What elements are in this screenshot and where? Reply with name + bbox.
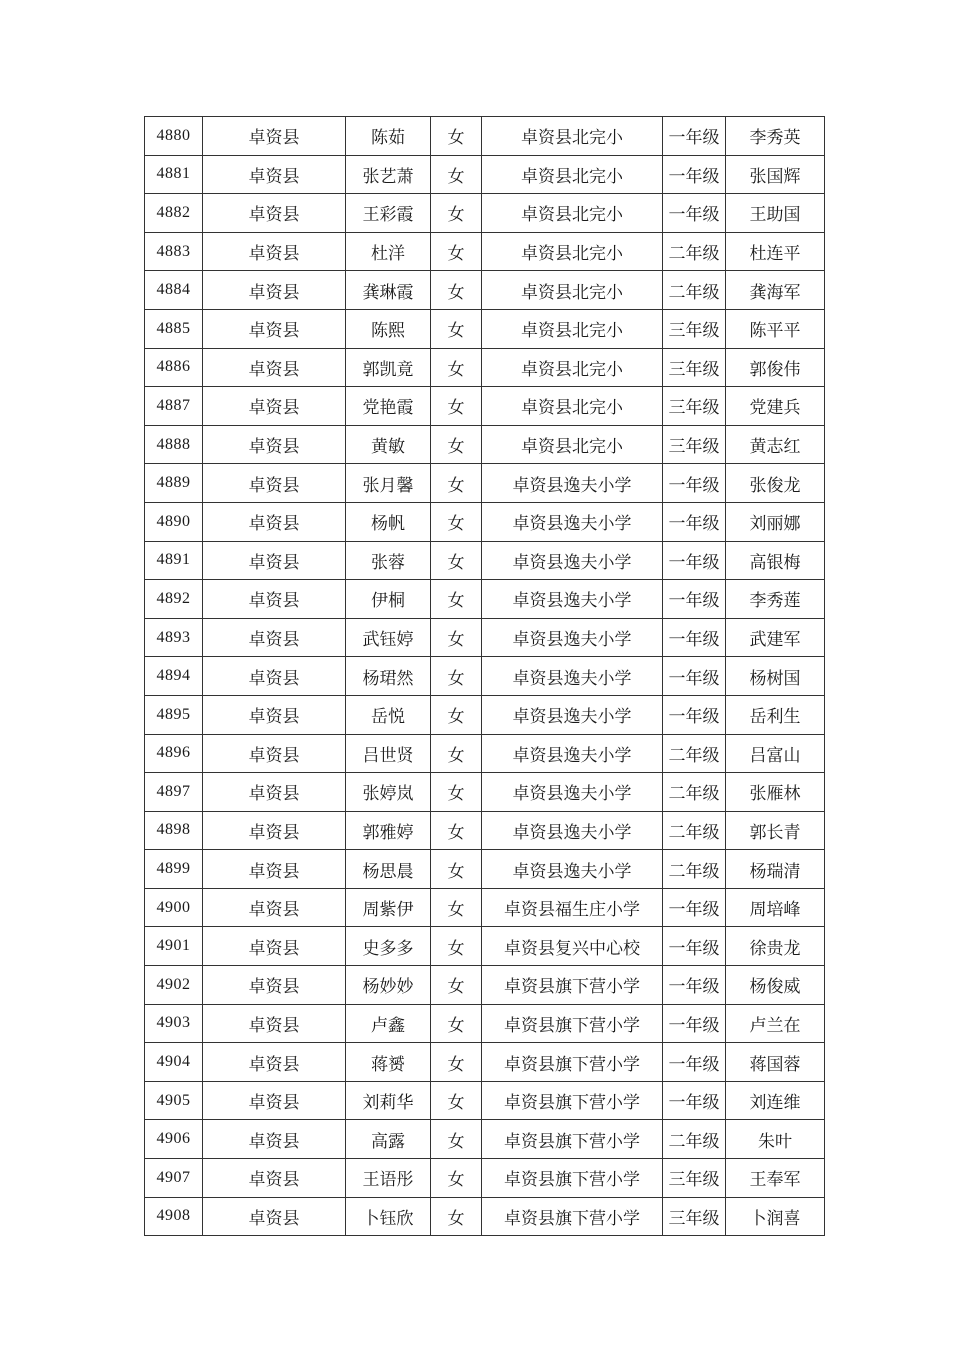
table-row [145,1004,825,1043]
table-row [145,811,825,850]
table-row [145,348,825,387]
guardian-cell: 刘丽娜 [726,502,825,541]
table-row [145,194,825,233]
guardian-cell: 杨俊威 [726,966,825,1005]
county-cell: 卓资县 [203,387,346,426]
county-cell: 卓资县 [203,1159,346,1198]
county-cell: 卓资县 [203,850,346,889]
row-number-cell: 4901 [145,927,203,966]
student-roster-table [144,116,825,1236]
row-number-cell: 4884 [145,271,203,310]
school-cell: 卓资县逸夫小学 [482,695,663,734]
table-row [145,464,825,503]
student-name-cell: 武钰婷 [346,618,431,657]
grade-cell: 一年级 [663,1004,726,1043]
row-number-cell: 4889 [145,464,203,503]
county-cell: 卓资县 [203,1197,346,1236]
guardian-cell: 陈平平 [726,309,825,348]
school-cell: 卓资县逸夫小学 [482,773,663,812]
gender-cell: 女 [431,734,482,773]
grade-cell: 二年级 [663,232,726,271]
table-row [145,541,825,580]
county-cell: 卓资县 [203,695,346,734]
gender-cell: 女 [431,850,482,889]
table-row [145,1081,825,1120]
gender-cell: 女 [431,502,482,541]
school-cell: 卓资县逸夫小学 [482,850,663,889]
school-cell: 卓资县逸夫小学 [482,811,663,850]
row-number-cell: 4895 [145,695,203,734]
school-cell: 卓资县旗下营小学 [482,1120,663,1159]
student-name-cell: 卢鑫 [346,1004,431,1043]
school-cell: 卓资县北完小 [482,309,663,348]
county-cell: 卓资县 [203,966,346,1005]
grade-cell: 一年级 [663,888,726,927]
county-cell: 卓资县 [203,425,346,464]
school-cell: 卓资县逸夫小学 [482,734,663,773]
guardian-cell: 吕富山 [726,734,825,773]
gender-cell: 女 [431,1120,482,1159]
guardian-cell: 蒋国蓉 [726,1043,825,1082]
grade-cell: 三年级 [663,425,726,464]
gender-cell: 女 [431,271,482,310]
roster-body [145,117,825,1236]
table-row [145,580,825,619]
school-cell: 卓资县旗下营小学 [482,966,663,1005]
grade-cell: 三年级 [663,309,726,348]
school-cell: 卓资县逸夫小学 [482,502,663,541]
grade-cell: 二年级 [663,1120,726,1159]
school-cell: 卓资县旗下营小学 [482,1081,663,1120]
student-name-cell: 党艳霞 [346,387,431,426]
grade-cell: 一年级 [663,695,726,734]
county-cell: 卓资县 [203,155,346,194]
county-cell: 卓资县 [203,734,346,773]
gender-cell: 女 [431,966,482,1005]
grade-cell: 一年级 [663,657,726,696]
grade-cell: 三年级 [663,1197,726,1236]
school-cell: 卓资县逸夫小学 [482,657,663,696]
school-cell: 卓资县北完小 [482,117,663,156]
grade-cell: 二年级 [663,850,726,889]
school-cell: 卓资县旗下营小学 [482,1159,663,1198]
table-row [145,927,825,966]
row-number-cell: 4900 [145,888,203,927]
row-number-cell: 4882 [145,194,203,233]
gender-cell: 女 [431,387,482,426]
gender-cell: 女 [431,695,482,734]
county-cell: 卓资县 [203,811,346,850]
grade-cell: 三年级 [663,1159,726,1198]
county-cell: 卓资县 [203,348,346,387]
school-cell: 卓资县逸夫小学 [482,541,663,580]
school-cell: 卓资县北完小 [482,348,663,387]
table-row [145,309,825,348]
gender-cell: 女 [431,117,482,156]
row-number-cell: 4886 [145,348,203,387]
county-cell: 卓资县 [203,194,346,233]
gender-cell: 女 [431,1197,482,1236]
row-number-cell: 4897 [145,773,203,812]
county-cell: 卓资县 [203,502,346,541]
grade-cell: 一年级 [663,927,726,966]
gender-cell: 女 [431,309,482,348]
table-row [145,734,825,773]
grade-cell: 一年级 [663,464,726,503]
table-row [145,232,825,271]
county-cell: 卓资县 [203,618,346,657]
student-name-cell: 刘莉华 [346,1081,431,1120]
grade-cell: 一年级 [663,580,726,619]
guardian-cell: 郭长青 [726,811,825,850]
student-name-cell: 吕世贤 [346,734,431,773]
county-cell: 卓资县 [203,1081,346,1120]
student-name-cell: 杨思晨 [346,850,431,889]
county-cell: 卓资县 [203,580,346,619]
row-number-cell: 4898 [145,811,203,850]
row-number-cell: 4893 [145,618,203,657]
table-row [145,117,825,156]
table-row [145,1159,825,1198]
school-cell: 卓资县逸夫小学 [482,618,663,657]
guardian-cell: 王奉军 [726,1159,825,1198]
gender-cell: 女 [431,425,482,464]
row-number-cell: 4902 [145,966,203,1005]
gender-cell: 女 [431,155,482,194]
student-name-cell: 王语彤 [346,1159,431,1198]
grade-cell: 三年级 [663,348,726,387]
guardian-cell: 周培峰 [726,888,825,927]
row-number-cell: 4905 [145,1081,203,1120]
grade-cell: 二年级 [663,271,726,310]
school-cell: 卓资县北完小 [482,194,663,233]
table-row [145,657,825,696]
county-cell: 卓资县 [203,117,346,156]
guardian-cell: 岳利生 [726,695,825,734]
gender-cell: 女 [431,618,482,657]
student-name-cell: 蒋赟 [346,1043,431,1082]
student-name-cell: 高露 [346,1120,431,1159]
guardian-cell: 张雁林 [726,773,825,812]
county-cell: 卓资县 [203,541,346,580]
gender-cell: 女 [431,811,482,850]
student-name-cell: 郭雅婷 [346,811,431,850]
row-number-cell: 4903 [145,1004,203,1043]
gender-cell: 女 [431,773,482,812]
row-number-cell: 4894 [145,657,203,696]
row-number-cell: 4885 [145,309,203,348]
student-name-cell: 张艺萧 [346,155,431,194]
student-name-cell: 周紫伊 [346,888,431,927]
guardian-cell: 杜连平 [726,232,825,271]
guardian-cell: 高银梅 [726,541,825,580]
county-cell: 卓资县 [203,271,346,310]
row-number-cell: 4904 [145,1043,203,1082]
row-number-cell: 4890 [145,502,203,541]
student-name-cell: 杨珺然 [346,657,431,696]
student-name-cell: 杨帆 [346,502,431,541]
guardian-cell: 张国辉 [726,155,825,194]
county-cell: 卓资县 [203,927,346,966]
guardian-cell: 党建兵 [726,387,825,426]
row-number-cell: 4896 [145,734,203,773]
gender-cell: 女 [431,348,482,387]
gender-cell: 女 [431,657,482,696]
table-row [145,502,825,541]
county-cell: 卓资县 [203,309,346,348]
table-row [145,387,825,426]
gender-cell: 女 [431,888,482,927]
table-row [145,425,825,464]
gender-cell: 女 [431,1043,482,1082]
table-row [145,1043,825,1082]
guardian-cell: 龚海军 [726,271,825,310]
table-row [145,1120,825,1159]
table-row [145,695,825,734]
row-number-cell: 4906 [145,1120,203,1159]
gender-cell: 女 [431,232,482,271]
student-name-cell: 陈熙 [346,309,431,348]
guardian-cell: 武建军 [726,618,825,657]
table-row [145,1197,825,1236]
school-cell: 卓资县旗下营小学 [482,1004,663,1043]
gender-cell: 女 [431,541,482,580]
school-cell: 卓资县北完小 [482,232,663,271]
county-cell: 卓资县 [203,1120,346,1159]
grade-cell: 三年级 [663,387,726,426]
school-cell: 卓资县北完小 [482,271,663,310]
gender-cell: 女 [431,927,482,966]
county-cell: 卓资县 [203,464,346,503]
student-name-cell: 黄敏 [346,425,431,464]
row-number-cell: 4891 [145,541,203,580]
table-row [145,271,825,310]
student-name-cell: 张婷岚 [346,773,431,812]
table-row [145,966,825,1005]
table-row [145,888,825,927]
student-name-cell: 杨妙妙 [346,966,431,1005]
grade-cell: 一年级 [663,1043,726,1082]
county-cell: 卓资县 [203,1043,346,1082]
gender-cell: 女 [431,464,482,503]
guardian-cell: 卢兰在 [726,1004,825,1043]
student-name-cell: 王彩霞 [346,194,431,233]
county-cell: 卓资县 [203,657,346,696]
grade-cell: 二年级 [663,773,726,812]
student-name-cell: 张蓉 [346,541,431,580]
guardian-cell: 张俊龙 [726,464,825,503]
school-cell: 卓资县北完小 [482,155,663,194]
grade-cell: 一年级 [663,1081,726,1120]
row-number-cell: 4881 [145,155,203,194]
student-name-cell: 岳悦 [346,695,431,734]
row-number-cell: 4892 [145,580,203,619]
row-number-cell: 4908 [145,1197,203,1236]
guardian-cell: 徐贵龙 [726,927,825,966]
county-cell: 卓资县 [203,232,346,271]
gender-cell: 女 [431,1004,482,1043]
grade-cell: 二年级 [663,734,726,773]
row-number-cell: 4899 [145,850,203,889]
row-number-cell: 4887 [145,387,203,426]
table-row [145,618,825,657]
school-cell: 卓资县逸夫小学 [482,464,663,503]
county-cell: 卓资县 [203,1004,346,1043]
row-number-cell: 4880 [145,117,203,156]
guardian-cell: 李秀英 [726,117,825,156]
grade-cell: 二年级 [663,811,726,850]
grade-cell: 一年级 [663,117,726,156]
grade-cell: 一年级 [663,502,726,541]
gender-cell: 女 [431,580,482,619]
school-cell: 卓资县旗下营小学 [482,1197,663,1236]
guardian-cell: 王助国 [726,194,825,233]
student-name-cell: 杜洋 [346,232,431,271]
school-cell: 卓资县福生庄小学 [482,888,663,927]
grade-cell: 一年级 [663,194,726,233]
guardian-cell: 黄志红 [726,425,825,464]
row-number-cell: 4888 [145,425,203,464]
grade-cell: 一年级 [663,966,726,1005]
guardian-cell: 朱叶 [726,1120,825,1159]
row-number-cell: 4907 [145,1159,203,1198]
grade-cell: 一年级 [663,541,726,580]
student-name-cell: 陈茹 [346,117,431,156]
student-name-cell: 龚琳霞 [346,271,431,310]
school-cell: 卓资县旗下营小学 [482,1043,663,1082]
gender-cell: 女 [431,194,482,233]
student-name-cell: 卜钰欣 [346,1197,431,1236]
grade-cell: 一年级 [663,618,726,657]
guardian-cell: 郭俊伟 [726,348,825,387]
guardian-cell: 卜润喜 [726,1197,825,1236]
grade-cell: 一年级 [663,155,726,194]
table-row [145,850,825,889]
school-cell: 卓资县复兴中心校 [482,927,663,966]
school-cell: 卓资县北完小 [482,387,663,426]
guardian-cell: 李秀莲 [726,580,825,619]
guardian-cell: 杨树国 [726,657,825,696]
school-cell: 卓资县北完小 [482,425,663,464]
table-row [145,773,825,812]
student-name-cell: 张月馨 [346,464,431,503]
county-cell: 卓资县 [203,888,346,927]
student-name-cell: 伊桐 [346,580,431,619]
guardian-cell: 杨瑞清 [726,850,825,889]
row-number-cell: 4883 [145,232,203,271]
table-row [145,155,825,194]
gender-cell: 女 [431,1159,482,1198]
gender-cell: 女 [431,1081,482,1120]
student-name-cell: 史多多 [346,927,431,966]
county-cell: 卓资县 [203,773,346,812]
guardian-cell: 刘连维 [726,1081,825,1120]
student-name-cell: 郭凯竟 [346,348,431,387]
school-cell: 卓资县逸夫小学 [482,580,663,619]
